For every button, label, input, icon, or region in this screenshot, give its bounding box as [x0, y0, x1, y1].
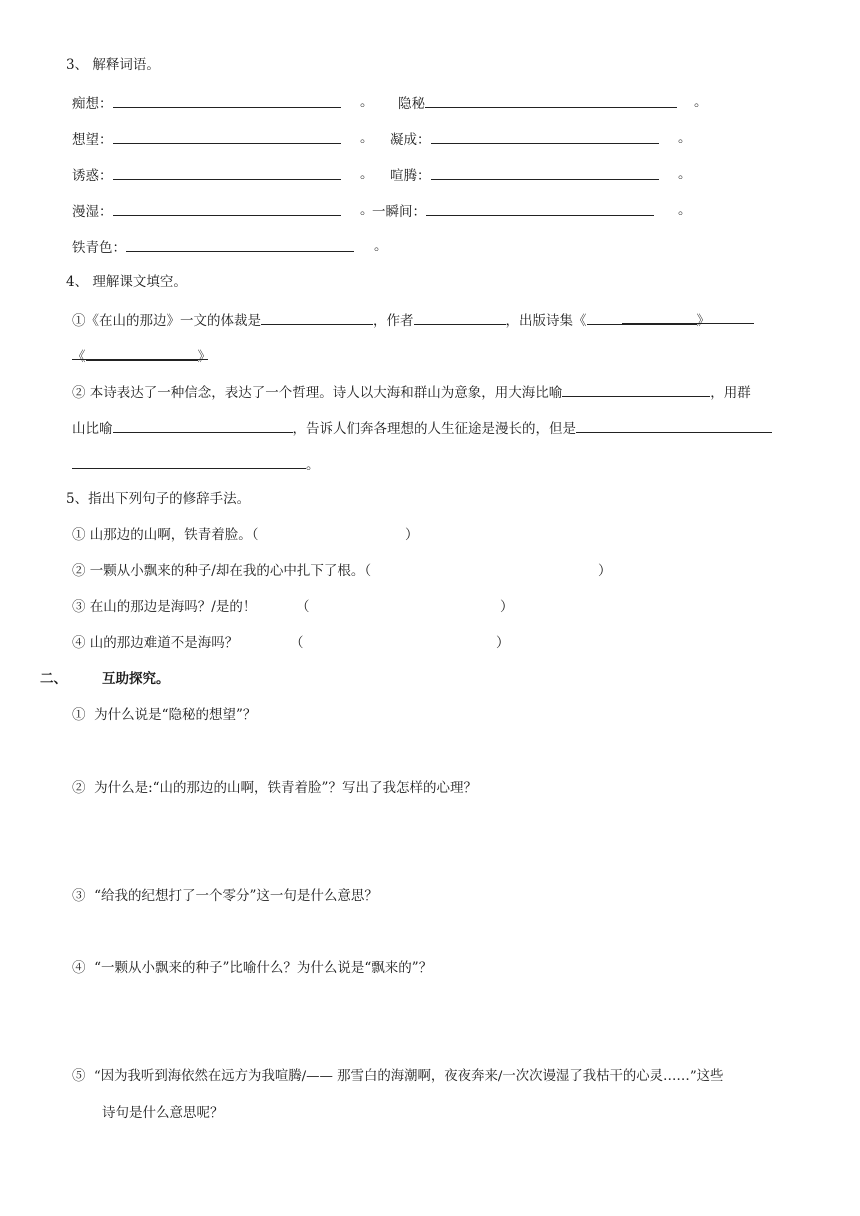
question-2: [72, 779, 477, 797]
rhetoric-close: ）: [496, 635, 510, 651]
rhetoric-close: ）: [405, 527, 419, 543]
section-5-title: 5、指出下列句子的修辞手法。: [66, 491, 251, 507]
answer-blank[interactable]: [113, 201, 341, 216]
term-end: 。: [678, 130, 692, 146]
q1-book-close: 》: [197, 349, 211, 365]
answer-blank[interactable]: [576, 418, 772, 433]
term-row-1-right: [398, 93, 677, 113]
term-end: 。: [360, 130, 374, 146]
answer-blank[interactable]: [113, 93, 341, 108]
answer-blank[interactable]: [261, 310, 373, 325]
question-number: ④: [72, 960, 86, 976]
underline: [72, 359, 208, 360]
fill-q1-line2: [72, 346, 211, 366]
answer-blank[interactable]: [72, 454, 306, 469]
question-4: [72, 959, 432, 977]
rhetoric-close: ）: [500, 599, 514, 615]
question-number: ③: [72, 888, 86, 904]
q2-text-c: 山比喻: [72, 421, 113, 437]
fill-q1: [72, 310, 710, 330]
answer-blank[interactable]: [425, 93, 677, 108]
underline: [622, 323, 754, 324]
term-row-1: [72, 93, 341, 113]
question-number: ②: [72, 780, 86, 796]
fill-q2-line1: [72, 382, 751, 402]
q1-text-d: 》: [696, 313, 710, 329]
question-text: “给我的纪想打了一个零分”这一句是什么意思？: [94, 888, 378, 904]
q2-text-e: 。: [306, 457, 320, 473]
term-label: 凝成：: [390, 132, 431, 148]
rhetoric-open: （: [290, 635, 304, 651]
term-end: 。: [678, 166, 692, 182]
question-text: 为什么说是“隐秘的想望”？: [94, 707, 257, 723]
answer-blank[interactable]: [426, 201, 654, 216]
q1-text-b: ，作者: [373, 313, 414, 329]
answer-blank[interactable]: [562, 382, 710, 397]
q1-text-c: ，出版诗集《: [505, 313, 587, 329]
question-number: ①: [72, 707, 86, 723]
part-2-number: 二、: [40, 671, 67, 687]
answer-blank[interactable]: [113, 165, 341, 180]
term-row-3: [72, 165, 341, 185]
rhetoric-item-4: ④ 山的那边难道不是海吗？: [72, 635, 239, 651]
question-3: [72, 887, 378, 905]
term-row-2: [72, 129, 341, 149]
term-end: 。: [678, 202, 692, 218]
term-row-2-right: [390, 129, 659, 149]
q2-text-d: ，告诉人们奔各理想的人生征途是漫长的，但是: [292, 421, 576, 437]
answer-blank[interactable]: [113, 129, 341, 144]
term-end: 。: [360, 166, 374, 182]
question-1: [72, 706, 256, 724]
term-row-3-right: [390, 165, 659, 185]
section-3-title: 3、 解释词语。: [66, 57, 160, 73]
term-row-5: [72, 237, 354, 257]
term-label: 痴想：: [72, 96, 113, 112]
answer-blank[interactable]: [126, 237, 354, 252]
term-label: 一瞬间：: [372, 204, 426, 220]
term-end: 。: [694, 94, 708, 110]
term-row-4-right: [372, 201, 654, 221]
q1-book-open: 《: [72, 349, 86, 365]
fill-q2-line3: [72, 454, 320, 474]
term-end: 。: [360, 202, 374, 218]
rhetoric-item-2: ② 一颗从小飘来的种子/却在我的心中扎下了根。（: [72, 563, 372, 579]
question-text: 为什么是:“山的那边的山啊，铁青着脸”？写出了我怎样的心理？: [94, 780, 477, 796]
question-text: “一颗从小飘来的种子”比喻什么？为什么说是“飘来的”？: [94, 960, 433, 976]
term-end: 。: [374, 238, 388, 254]
q2-text-a: ② 本诗表达了一种信念，表达了一个哲理。诗人以大海和群山为意象，用大海比喻: [72, 385, 563, 401]
term-label: 铁青色：: [72, 240, 126, 256]
rhetoric-item-3: ③ 在山的那边是海吗？/是的！: [72, 599, 257, 615]
rhetoric-close: ）: [598, 563, 612, 579]
answer-blank[interactable]: [414, 310, 506, 325]
q2-text-b: ，用群: [710, 385, 751, 401]
term-label: 想望：: [72, 132, 113, 148]
part-2-title: 互助探究。: [102, 671, 170, 687]
term-end: 。: [360, 94, 374, 110]
answer-blank[interactable]: [113, 418, 293, 433]
answer-blank[interactable]: [431, 165, 659, 180]
term-label: 喧腾：: [390, 168, 431, 184]
term-label: 隐秘: [398, 96, 425, 112]
rhetoric-open: （: [296, 599, 310, 615]
q1-text-a: ①《在山的那边》一文的体裁是: [72, 313, 261, 329]
fill-q2-line2: [72, 418, 772, 438]
question-text: “因为我听到海依然在远方为我喧腾/—— 那雪白的海潮啊，夜夜奔来/一次次谩湿了我枯干的心灵……”这些: [93, 1069, 724, 1084]
answer-blank[interactable]: [431, 129, 659, 144]
term-row-4: [72, 201, 341, 221]
question-5: [72, 1068, 723, 1086]
term-label: 漫湿：: [72, 204, 113, 220]
question-5-line2: 诗句是什么意思呢？: [102, 1105, 224, 1121]
question-number: ⑤: [72, 1069, 86, 1084]
section-4-title: 4、 理解课文填空。: [66, 274, 187, 290]
rhetoric-item-1: ① 山那边的山啊，铁青着脸。（: [72, 527, 259, 543]
term-label: 诱惑：: [72, 168, 113, 184]
